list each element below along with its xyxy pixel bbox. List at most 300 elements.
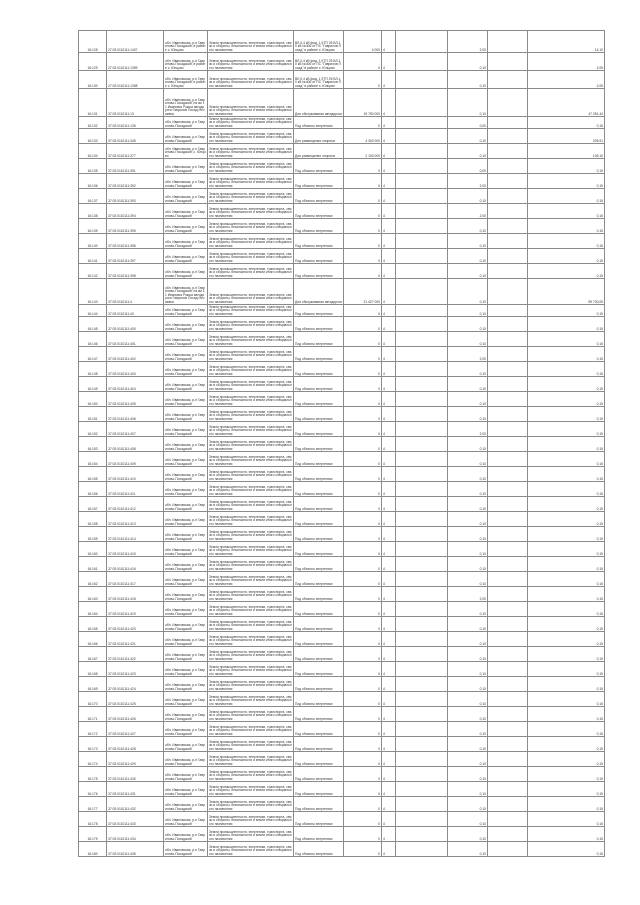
- permitted-use-cell: Под объекты энергетики: [294, 234, 344, 249]
- blank-cell: [488, 722, 528, 737]
- amount-cell: 0,15: [528, 587, 605, 602]
- coefficient-cell: 4: [382, 617, 396, 632]
- address-cell: обл. Ивановская, р-н Гаврилово-Посадский: [164, 129, 208, 144]
- blank-cell: [488, 305, 528, 317]
- land-category-cell: Земли промышленности, энергетики, транспорта, связи и обороны, безопасности и земли иного специального назначения: [208, 782, 294, 797]
- address-cell: обл. Ивановская, р-н Гаврилово-Посадский, на км 11 Ивановск Рокша автодороги Гаврилов Посад-Нечаевка: [164, 89, 208, 117]
- row-number-cell: 16:175: [79, 767, 107, 782]
- cadastral-number-cell: 37:02:0110111:404: [107, 377, 164, 392]
- land-category-cell: Земли промышленности, энергетики, транспорта, связи и обороны, безопасности и земли иного специального назначения: [208, 707, 294, 722]
- table-row: [79, 767, 605, 782]
- land-category-cell: Земли промышленности, энергетики, транспорта, связи и обороны, безопасности и земли иного специального назначения: [208, 279, 294, 305]
- amount-cell: 0,15: [528, 305, 605, 317]
- blank-cell: [396, 392, 448, 407]
- address-cell: обл. Ивановская, р-н Гаврилово-Посадский: [164, 234, 208, 249]
- area-cell: 0: [344, 737, 382, 752]
- area-cell: 0: [344, 53, 382, 71]
- rate-cell: 0,10: [448, 437, 488, 452]
- land-category-cell: Земли промышленности, энергетики, транспорта, связи и обороны, безопасности и земли иного специального назначения: [208, 264, 294, 279]
- cadastral-number-cell: 37:02:0110111:422: [107, 647, 164, 662]
- table-row: [79, 377, 605, 392]
- amount-cell: 0,15: [528, 234, 605, 249]
- land-category-cell: Земли промышленности, энергетики, транспорта, связи и обороны, безопасности и земли иного специального назначения: [208, 204, 294, 219]
- table-row: [79, 144, 605, 159]
- address-cell: обл. Ивановская, р-н Гаврилово-Посадский: [164, 497, 208, 512]
- row-number-cell: 16:171: [79, 707, 107, 722]
- table-row: [79, 572, 605, 587]
- coefficient-cell: 4: [382, 677, 396, 692]
- table-row: [79, 264, 605, 279]
- table-row: [79, 317, 605, 332]
- coefficient-cell: 4: [382, 347, 396, 362]
- blank-cell: [488, 542, 528, 557]
- address-cell: обл. Ивановская, р-н Гаврилово-Посадский: [164, 647, 208, 662]
- land-category-cell: Земли промышленности, энергетики, транспорта, связи и обороны, безопасности и земли иного специального назначения: [208, 557, 294, 572]
- amount-cell: 0,15: [528, 602, 605, 617]
- land-category-cell: Земли промышленности, энергетики, транспорта, связи и обороны, безопасности и земли иного специального назначения: [208, 572, 294, 587]
- address-cell: обл. Ивановская, р-н Гаврилово-Посадский: [164, 347, 208, 362]
- row-number-cell: 16:144: [79, 305, 107, 317]
- rate-cell: 0,10: [448, 767, 488, 782]
- row-number-cell: 16:167: [79, 647, 107, 662]
- permitted-use-cell: Под объекты энергетики: [294, 174, 344, 189]
- blank-cell: [396, 617, 448, 632]
- permitted-use-cell: Под объекты энергетики: [294, 189, 344, 204]
- amount-cell: 2,05: [528, 71, 605, 89]
- blank-cell: [396, 842, 448, 857]
- row-number-cell: 16:128: [79, 31, 107, 53]
- table-row: [79, 737, 605, 752]
- cadastral-number-cell: 37:02:0110111:417: [107, 572, 164, 587]
- rate-cell: 0,10: [448, 782, 488, 797]
- area-cell: 0: [344, 527, 382, 542]
- permitted-use-cell: Под объекты энергетики: [294, 219, 344, 234]
- land-category-cell: Земли промышленности, энергетики, транспорта, связи и обороны, безопасности и земли иного специального назначения: [208, 692, 294, 707]
- row-number-cell: 16:155: [79, 467, 107, 482]
- address-cell: обл. Ивановская, р-н Гаврилово-Посадский: [164, 527, 208, 542]
- blank-cell: [488, 234, 528, 249]
- rate-cell: 0,10: [448, 452, 488, 467]
- blank-cell: [488, 797, 528, 812]
- rate-cell: 2,00: [448, 347, 488, 362]
- address-cell: обл. Ивановская, р-н Гаврилово-Посадский: [164, 617, 208, 632]
- blank-cell: [396, 662, 448, 677]
- cadastral-number-cell: 37:02:0110111:409: [107, 452, 164, 467]
- coefficient-cell: 4: [382, 362, 396, 377]
- amount-cell: 0,15: [528, 782, 605, 797]
- rate-cell: 0,10: [448, 407, 488, 422]
- area-cell: 0: [344, 677, 382, 692]
- land-category-cell: Земли промышленности, энергетики, транспорта, связи и обороны, безопасности и земли иного специального назначения: [208, 797, 294, 812]
- amount-cell: 0,15: [528, 377, 605, 392]
- rate-cell: 0,10: [448, 129, 488, 144]
- blank-cell: [396, 812, 448, 827]
- permitted-use-cell: Под объекты энергетики: [294, 662, 344, 677]
- table-row: [79, 129, 605, 144]
- amount-cell: 0,15: [528, 249, 605, 264]
- coefficient-cell: 4: [382, 174, 396, 189]
- permitted-use-cell: Под объекты энергетики: [294, 827, 344, 842]
- address-cell: обл. Ивановская, р-н Гаврилово-Посадский: [164, 317, 208, 332]
- area-cell: 0: [344, 249, 382, 264]
- blank-cell: [396, 159, 448, 174]
- blank-cell: [396, 572, 448, 587]
- row-number-cell: 16:132: [79, 117, 107, 129]
- amount-cell: 0,15: [528, 174, 605, 189]
- coefficient-cell: 4: [382, 512, 396, 527]
- permitted-use-cell: Под объекты энергетики: [294, 557, 344, 572]
- permitted-use-cell: Под объекты энергетики: [294, 647, 344, 662]
- coefficient-cell: 4: [382, 842, 396, 857]
- cadastral-number-cell: 37:02:0110111:427: [107, 722, 164, 737]
- area-cell: 0: [344, 71, 382, 89]
- permitted-use-cell: Под объекты энергетики: [294, 117, 344, 129]
- cadastral-number-cell: 37:02:0110111:397: [107, 249, 164, 264]
- table-row: [79, 797, 605, 812]
- land-category-cell: Земли промышленности, энергетики, транспорта, связи и обороны, безопасности и земли иного специального назначения: [208, 767, 294, 782]
- rate-cell: 0,10: [448, 53, 488, 71]
- area-cell: 0: [344, 722, 382, 737]
- permitted-use-cell: Под объекты энергетики: [294, 767, 344, 782]
- blank-cell: [488, 632, 528, 647]
- blank-cell: [396, 767, 448, 782]
- area-cell: 0: [344, 497, 382, 512]
- table-row: [79, 279, 605, 305]
- table-row: [79, 189, 605, 204]
- amount-cell: 0,15: [528, 189, 605, 204]
- table-row: [79, 557, 605, 572]
- area-cell: 4 000: [344, 31, 382, 53]
- row-number-cell: 16:147: [79, 347, 107, 362]
- area-cell: 0: [344, 587, 382, 602]
- row-number-cell: 16:146: [79, 332, 107, 347]
- area-cell: 0: [344, 264, 382, 279]
- amount-cell: 0,15: [528, 347, 605, 362]
- area-cell: 0: [344, 542, 382, 557]
- land-category-cell: Земли промышленности, энергетики, транспорта, связи и обороны, безопасности и земли иного специального назначения: [208, 347, 294, 362]
- amount-cell: 14,10: [528, 31, 605, 53]
- cadastral-number-cell: 37:02:0110111:420: [107, 617, 164, 632]
- rate-cell: 0,10: [448, 797, 488, 812]
- cadastral-number-cell: 37:02:0110111:411: [107, 482, 164, 497]
- blank-cell: [396, 31, 448, 53]
- permitted-use-cell: Под объекты энергетики: [294, 617, 344, 632]
- amount-cell: 0,15: [528, 617, 605, 632]
- area-cell: 0: [344, 767, 382, 782]
- blank-cell: [488, 219, 528, 234]
- blank-cell: [488, 692, 528, 707]
- cadastral-number-cell: 37:02:0110111:345: [107, 129, 164, 144]
- land-category-cell: Земли промышленности, энергетики, транспорта, связи и обороны, безопасности и земли иного специального назначения: [209, 116, 292, 128]
- amount-cell: 0,15: [528, 407, 605, 422]
- address-cell: обл. Ивановская, р-н Гаврилово-Посадский: [164, 572, 208, 587]
- address-cell: обл. Ивановская, р-н Гаврилово-Посадский: [164, 362, 208, 377]
- row-number-cell: 16:140: [79, 234, 107, 249]
- land-category-cell: Земли промышленности, энергетики, транспорта, связи и обороны, безопасности и земли иного специального назначения: [208, 737, 294, 752]
- cadastral-number-cell: 37:02:0110111:4: [107, 279, 164, 305]
- area-cell: 0: [344, 812, 382, 827]
- table-row: [79, 362, 605, 377]
- address-cell: обл. Ивановская, р-н Гаврилово-Посадский: [164, 407, 208, 422]
- table-row: [79, 407, 605, 422]
- rate-cell: 0,10: [448, 662, 488, 677]
- land-category-cell: Земли промышленности, энергетики, транспорта, связи и обороны, безопасности и земли иного специального назначения: [208, 842, 294, 857]
- address-cell: обл. Ивановская, р-н Гаврилово-Посадский: [164, 482, 208, 497]
- coefficient-cell: 4: [382, 117, 396, 129]
- coefficient-cell: 4: [382, 722, 396, 737]
- land-category-cell: Земли промышленности, энергетики, транспорта, связи и обороны, безопасности и земли иного специального назначения: [208, 497, 294, 512]
- amount-cell: 0,15: [528, 797, 605, 812]
- amount-cell: 0,15: [528, 317, 605, 332]
- area-cell: 0: [344, 647, 382, 662]
- amount-cell: 0,15: [528, 452, 605, 467]
- rate-cell: 0,10: [448, 482, 488, 497]
- area-cell: 0: [344, 512, 382, 527]
- coefficient-cell: 4: [382, 467, 396, 482]
- amount-cell: 0,15: [528, 527, 605, 542]
- blank-cell: [396, 204, 448, 219]
- address-cell: обл. Ивановская, р-н Гаврилово-Посадский: [164, 512, 208, 527]
- blank-cell: [488, 617, 528, 632]
- amount-cell: 0,15: [528, 632, 605, 647]
- rate-cell: 0,10: [448, 617, 488, 632]
- address-cell: обл. Ивановская, р-н Гаврилово-Посадский: [164, 377, 208, 392]
- rate-cell: 0,10: [448, 542, 488, 557]
- row-number-cell: 16:131: [79, 89, 107, 117]
- rate-cell: 0,10: [448, 362, 488, 377]
- rate-cell: 0,10: [448, 144, 488, 159]
- blank-cell: [488, 527, 528, 542]
- blank-cell: [488, 377, 528, 392]
- address-cell: обл. Ивановская, р-н Гаврилово-Посадский: [164, 204, 208, 219]
- blank-cell: [396, 53, 448, 71]
- rate-cell: 0,10: [448, 752, 488, 767]
- blank-cell: [488, 117, 528, 129]
- area-cell: 15 750 000: [344, 89, 382, 117]
- cadastral-number-cell: 37:02:0110111:400: [107, 317, 164, 332]
- land-category-cell: Земли промышленности, энергетики, транспорта, связи и обороны, безопасности и земли иного специального назначения: [208, 587, 294, 602]
- rate-cell: 0,10: [448, 279, 488, 305]
- permitted-use-cell: Под объекты энергетики: [294, 842, 344, 857]
- cadastral-number-cell: 37:02:0110111:377: [107, 144, 164, 159]
- area-cell: 0: [344, 159, 382, 174]
- table-row: [79, 392, 605, 407]
- row-number-cell: 16:158: [79, 512, 107, 527]
- blank-cell: [488, 467, 528, 482]
- coefficient-cell: 4: [382, 407, 396, 422]
- land-category-cell: Земли промышленности, энергетики, транспорта, связи и обороны, безопасности и земли иного специального назначения: [208, 527, 294, 542]
- area-cell: 0: [344, 234, 382, 249]
- row-number-cell: 16:142: [79, 264, 107, 279]
- blank-cell: [488, 782, 528, 797]
- address-cell: обл. Ивановская, р-н Гаврилово-Посадский: [164, 219, 208, 234]
- land-category-cell: Земли промышленности, энергетики, транспорта, связи и обороны, безопасности и земли иного специального назначения: [208, 89, 294, 117]
- rate-cell: 0,10: [448, 189, 488, 204]
- coefficient-cell: 4: [382, 737, 396, 752]
- amount-cell: 105,10: [528, 144, 605, 159]
- blank-cell: [396, 782, 448, 797]
- row-number-cell: 16:160: [79, 542, 107, 557]
- rate-cell: 0,10: [448, 707, 488, 722]
- row-number-cell: 16:177: [79, 797, 107, 812]
- permitted-use-cell: Под объекты энергетики: [294, 362, 344, 377]
- rate-cell: 0,10: [448, 392, 488, 407]
- land-category-cell: Земли промышленности, энергетики, транспорта, связи и обороны, безопасности и земли иного специального назначения: [208, 512, 294, 527]
- permitted-use-cell: Под объекты энергетики: [294, 752, 344, 767]
- address-cell: обл. Ивановская, р-н Гаврилово-Посадский: [164, 797, 208, 812]
- cadastral-number-cell: 37:02:0110111:392: [107, 174, 164, 189]
- address-cell: обл. Ивановская, р-н Гаврилово-Посадский: [164, 117, 208, 129]
- permitted-use-cell: Под объекты энергетики: [294, 632, 344, 647]
- row-number-cell: 16:145: [79, 317, 107, 332]
- land-category-cell: Земли промышленности, энергетики, транспорта, связи и обороны, безопасности и земли иного специального назначения: [208, 452, 294, 467]
- amount-cell: 0,15: [528, 392, 605, 407]
- blank-cell: [396, 174, 448, 189]
- coefficient-cell: 4: [382, 527, 396, 542]
- address-cell: обл. Ивановская, р-н Гаврилово-Посадский: [164, 189, 208, 204]
- coefficient-cell: 4: [382, 647, 396, 662]
- blank-cell: [488, 677, 528, 692]
- blank-cell: [396, 707, 448, 722]
- blank-cell: [488, 89, 528, 117]
- area-cell: 0: [344, 467, 382, 482]
- blank-cell: [488, 189, 528, 204]
- address-cell: обл. Ивановская, р-н Гаврилово-Посадский: [164, 392, 208, 407]
- row-number-cell: 16:149: [79, 377, 107, 392]
- blank-cell: [488, 31, 528, 53]
- permitted-use-cell: Под объекты энергетики: [294, 677, 344, 692]
- blank-cell: [488, 174, 528, 189]
- area-cell: 0: [344, 827, 382, 842]
- permitted-use-cell: Для размещения опорных: [294, 144, 344, 159]
- address-cell: обл. Ивановская, р-н Гаврилово-Посадский: [164, 782, 208, 797]
- area-cell: 0: [344, 692, 382, 707]
- coefficient-cell: 4: [382, 144, 396, 159]
- row-number-cell: 16:163: [79, 587, 107, 602]
- amount-cell: 0,15: [528, 204, 605, 219]
- row-number-cell: 16:153: [79, 437, 107, 452]
- address-cell: обл. Ивановская, р-н Гаврилово-Посадский: [164, 332, 208, 347]
- blank-cell: [488, 392, 528, 407]
- cadastral-number-cell: 27:02:0110111:1398: [107, 71, 164, 89]
- area-cell: 0: [344, 174, 382, 189]
- coefficient-cell: 4: [382, 264, 396, 279]
- table-row: [79, 692, 605, 707]
- address-cell: обл. Ивановская, р-н Гаврилово-Посадский: [164, 827, 208, 842]
- cadastral-number-cell: 37:02:0110111:135: [107, 117, 164, 129]
- area-cell: 0: [344, 842, 382, 857]
- area-cell: 0: [344, 452, 382, 467]
- coefficient-cell: 4: [382, 279, 396, 305]
- land-category-cell: Земли промышленности, энергетики, транспорта, связи и обороны, безопасности и земли иного специального назначения: [208, 189, 294, 204]
- table-row: [79, 332, 605, 347]
- coefficient-cell: 4: [382, 189, 396, 204]
- coefficient-cell: 4: [382, 632, 396, 647]
- cadastral-number-cell: 37:02:0110111:402: [107, 347, 164, 362]
- address-cell: обл. Ивановская, р-н Гаврилово-Посадский: [164, 752, 208, 767]
- area-cell: 0: [344, 422, 382, 437]
- blank-cell: [396, 347, 448, 362]
- permitted-use-cell: Под объекты энергетики: [294, 159, 344, 174]
- land-category-cell: Земли промышленности, энергетики, транспорта, связи и обороны, безопасности и земли иного специального назначения: [208, 362, 294, 377]
- table-row: [79, 602, 605, 617]
- permitted-use-cell: Под объекты энергетики: [294, 812, 344, 827]
- permitted-use-cell: Под объекты энергетики: [294, 797, 344, 812]
- address-cell: обл. Ивановская, р-н Гаврилово-Посадский: [164, 707, 208, 722]
- blank-cell: [488, 204, 528, 219]
- blank-cell: [488, 264, 528, 279]
- land-category-cell: Земли промышленности, энергетики, транспорта, связи и обороны, безопасности и земли иного специального назначения: [208, 602, 294, 617]
- blank-cell: [396, 189, 448, 204]
- row-number-cell: 16:180: [79, 842, 107, 857]
- table-row: [79, 219, 605, 234]
- rate-cell: 0,10: [448, 842, 488, 857]
- blank-cell: [488, 557, 528, 572]
- row-number-cell: 16:133: [79, 129, 107, 144]
- amount-cell: 0,15: [528, 767, 605, 782]
- rate-cell: 0,10: [448, 71, 488, 89]
- address-cell: обл. Ивановская, р-н Гаврилово-Посадский, в районе с. Юнцово: [164, 53, 208, 71]
- address-cell: обл. Ивановская, р-н Гаврилово-Посадский: [164, 264, 208, 279]
- blank-cell: [396, 71, 448, 89]
- area-cell: 0: [344, 332, 382, 347]
- table-row: [79, 482, 605, 497]
- blank-cell: [396, 797, 448, 812]
- coefficient-cell: 4: [382, 692, 396, 707]
- address-cell: обл. Ивановская, р-н Гаврилово-Посадский: [164, 159, 208, 174]
- rate-cell: 0,10: [448, 317, 488, 332]
- rate-cell: 0,10: [448, 572, 488, 587]
- cadastral-number-cell: 37:02:0110111:13: [107, 89, 164, 117]
- coefficient-cell: 4: [382, 797, 396, 812]
- row-number-cell: 16:143: [79, 279, 107, 305]
- address-cell: обл. Ивановская, р-н Гаврилово-Посадский: [164, 692, 208, 707]
- blank-cell: [396, 722, 448, 737]
- coefficient-cell: 4: [382, 392, 396, 407]
- cadastral-number-cell: 37:02:0110111:428: [107, 737, 164, 752]
- amount-cell: 0,15: [528, 437, 605, 452]
- rate-cell: 2,00: [448, 174, 488, 189]
- table-row: [79, 587, 605, 602]
- land-category-cell: Земли промышленности, энергетики, транспорта, связи и обороны, безопасности и земли иного специального назначения: [208, 332, 294, 347]
- coefficient-cell: 4: [382, 204, 396, 219]
- coefficient-cell: 4: [382, 557, 396, 572]
- permitted-use-cell: Под объекты энергетики: [294, 722, 344, 737]
- rate-cell: 0,10: [448, 332, 488, 347]
- coefficient-cell: 4: [382, 234, 396, 249]
- cadastral-number-cell: 37:02:0110111:419: [107, 602, 164, 617]
- blank-cell: [488, 842, 528, 857]
- table-row: [79, 677, 605, 692]
- land-category-cell: Земли промышленности, энергетики, транспорта, связи и обороны, безопасности и земли иного специального назначения: [208, 377, 294, 392]
- blank-cell: [396, 587, 448, 602]
- area-cell: 0: [344, 117, 382, 129]
- cadastral-number-cell: 37:02:0110111:406: [107, 407, 164, 422]
- address-cell: обл. Ивановская, р-н Гаврилово-Посадский: [164, 812, 208, 827]
- row-number-cell: 16:130: [79, 71, 107, 89]
- blank-cell: [396, 279, 448, 305]
- row-number-cell: 16:178: [79, 812, 107, 827]
- address-cell: обл. Ивановская, р-н Гаврилово-Посадский: [164, 174, 208, 189]
- row-number-cell: 16:148: [79, 362, 107, 377]
- permitted-use-cell: Для обслуживания автодороги: [294, 279, 344, 305]
- blank-cell: [396, 422, 448, 437]
- row-number-cell: 16:169: [79, 677, 107, 692]
- blank-cell: [396, 647, 448, 662]
- address-cell: обл. Ивановская, р-н Гаврилово-Посадский: [164, 602, 208, 617]
- area-cell: 0: [344, 557, 382, 572]
- amount-cell: 0,15: [528, 362, 605, 377]
